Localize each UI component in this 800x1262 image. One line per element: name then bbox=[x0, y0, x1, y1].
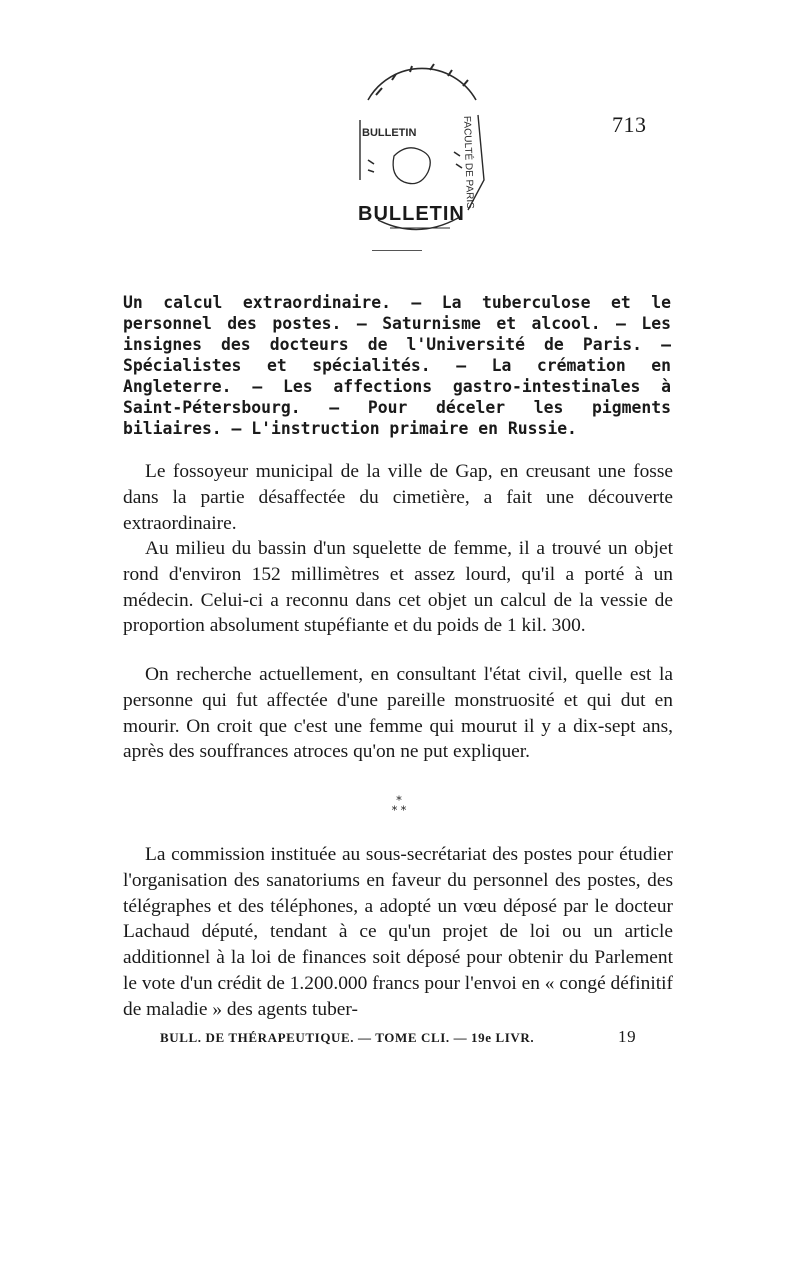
library-stamp-icon bbox=[338, 60, 488, 250]
asterism-separator bbox=[384, 796, 414, 816]
article-summary: Un calcul extraordinaire. — La tuberculose et le personnel des postes. — Saturnisme et alcool. — Les insignes des docteurs de l'Université de Paris. — Spécialistes et spécialités. — La crémation en Angleterre. — Les affections gastro-intestinales à Saint-Pétersbourg. — Pour déceler les pigments biliaires. — L'instruction primaire en Russie. bbox=[123, 293, 671, 438]
paragraph-4: La commission instituée au sous-secrétariat des postes pour étudier l'organisation des sanatoriums en faveur du personnel des postes, des télégraphes et des téléphones, a adopté un vœu déposé par le docteur Lachaud député, tendant à ce qu'un projet de loi ou un article additionnel à la loi de finances soit déposé pour obtenir du Parlement le vote d'un crédit de 1.200.000 francs pour l'envoi en « congé définitif de maladie » des agents tuber- bbox=[123, 844, 673, 1020]
asterism-bottom: * * bbox=[391, 804, 407, 817]
page-number: 713 bbox=[612, 112, 647, 137]
svg-text:BULLETIN: BULLETIN bbox=[362, 127, 417, 139]
svg-text:FACULTÉ DE PARIS: FACULTÉ DE PARIS bbox=[461, 115, 476, 210]
stamp-underline bbox=[372, 250, 422, 251]
asterism-top: * bbox=[396, 794, 402, 807]
paragraph-1: Le fossoyeur municipal de la ville de Gap, en creusant une fosse dans la partie désaffectée du cimetière, a fait une découverte extraordinaire. bbox=[123, 461, 673, 534]
paragraph-3: On recherche actuellement, en consultant l'état civil, quelle est la personne qui fut affectée d'une pareille monstruosité et qui dut en mourir. On croit que c'est une femme qui mourut il y a dix-sept ans, après des souffrances atroces qu'on ne put expliquer. bbox=[123, 664, 673, 763]
footer-signature-number: 19 bbox=[618, 1027, 637, 1046]
svg-text:BULLETIN: BULLETIN bbox=[358, 203, 465, 225]
paragraph-2: Au milieu du bassin d'un squelette de femme, il a trouvé un objet rond d'environ 152 millimètres et assez lourd, qu'il a porté à un médecin. Celui-ci a reconnu dans cet objet un calcul de la vessie de proportion absolument stupéfiante et du poids de 1 kil. 300. bbox=[123, 538, 673, 637]
footer-journal-info: BULL. DE THÉRAPEUTIQUE. — TOME CLI. — 19e LIVR. bbox=[160, 1030, 535, 1045]
